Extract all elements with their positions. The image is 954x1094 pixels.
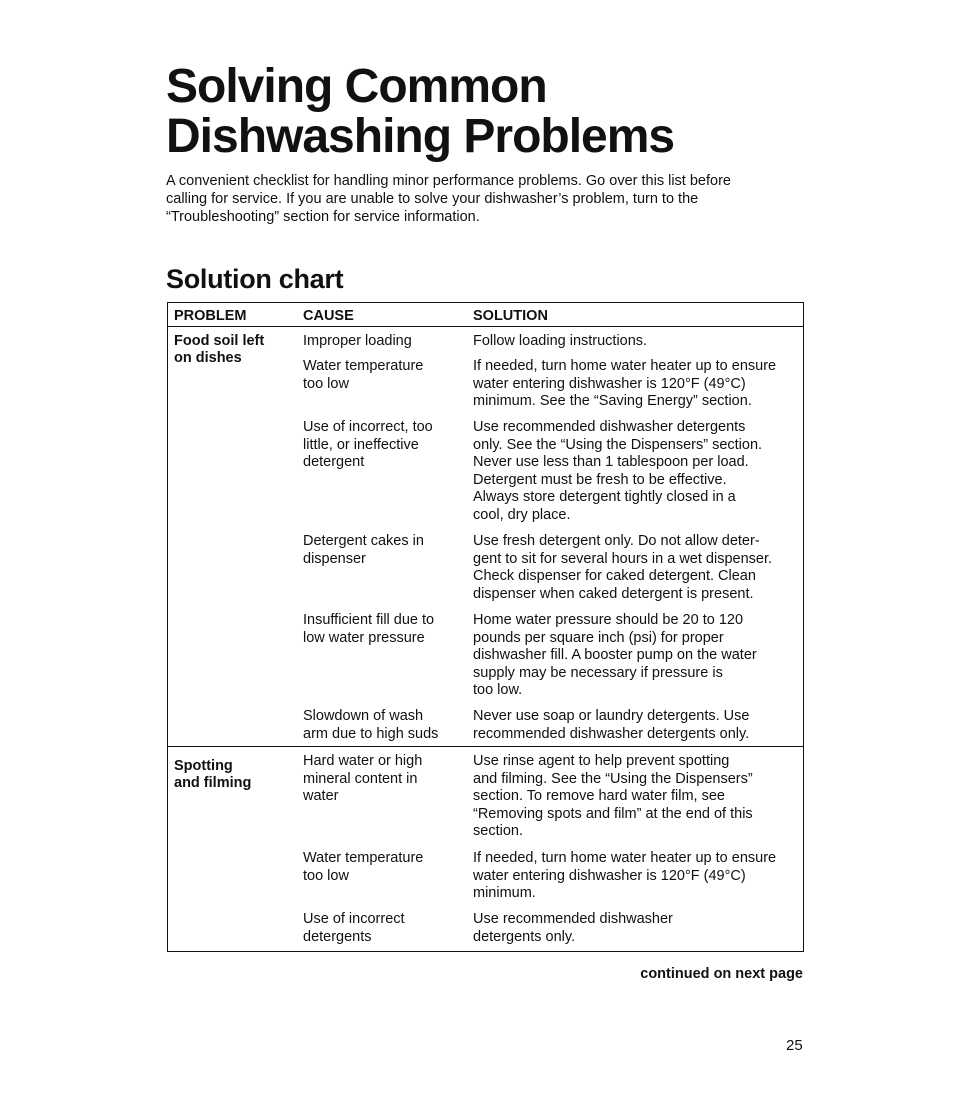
cause-line: too low (303, 867, 349, 884)
solution-line: Follow loading instructions. (473, 333, 648, 349)
cause-line: mineral content in (303, 770, 418, 787)
cause-cell (303, 333, 463, 351)
solution-cell (473, 612, 803, 700)
solution-line: If needed, turn home water heater up to ensure (473, 358, 777, 374)
solution-line: water entering dishwasher is 120°F (49°C) (473, 867, 746, 884)
cause-cell (303, 850, 463, 885)
cause-line: little, or ineffective (303, 436, 419, 453)
solution-line: recommended dishwasher detergents only. (473, 725, 750, 742)
solution-line: dispenser when caked detergent is present. (473, 585, 754, 602)
solution-line: If needed, turn home water heater up to ensure (473, 850, 777, 866)
intro-line: calling for service. If you are unable to solve your dishwasher’s problem, turn to the (166, 191, 699, 207)
page-title (166, 62, 674, 162)
cause-line: dispenser (303, 550, 366, 567)
intro-paragraph (166, 172, 806, 226)
problem-label-line: on dishes (174, 350, 242, 366)
solution-line: minimum. See the “Saving Energy” section. (473, 393, 752, 409)
cause-line: Slowdown of wash (303, 708, 424, 724)
cause-cell (303, 911, 463, 946)
cause-line: low water pressure (303, 629, 425, 646)
cause-cell (303, 708, 463, 743)
solution-cell (473, 708, 803, 743)
section-title: Solution chart (166, 264, 344, 294)
solution-line: gent to sit for several hours in a wet dispenser. (473, 550, 773, 567)
solution-line: water entering dishwasher is 120°F (49°C) (473, 375, 746, 392)
solution-line: too low. (473, 682, 523, 698)
header-problem: PROBLEM (174, 308, 247, 324)
cause-cell (303, 419, 463, 472)
cause-line: Improper loading (303, 333, 412, 349)
cause-line: Detergent cakes in (303, 533, 424, 549)
cause-line: Water temperature (303, 850, 424, 866)
solution-line: pounds per square inch (psi) for proper (473, 629, 724, 646)
solution-line: detergents only. (473, 928, 576, 945)
solution-line: Use rinse agent to help prevent spotting (473, 753, 730, 769)
cause-line: Water temperature (303, 358, 424, 374)
cause-cell (303, 358, 463, 393)
cause-cell (303, 612, 463, 647)
header-cause: CAUSE (303, 308, 354, 324)
header-solution: SOLUTION (473, 308, 548, 324)
cause-cell (303, 753, 463, 806)
solution-line: and filming. See the “Using the Dispensers” (473, 770, 753, 787)
solution-line: Check dispenser for caked detergent. Clean (473, 568, 756, 584)
solution-line: “Removing spots and film” at the end of this (473, 805, 753, 822)
header-divider (168, 326, 803, 327)
solution-line: Never use soap or laundry detergents. Use (473, 708, 750, 724)
solution-cell (473, 850, 803, 903)
solution-cell (473, 533, 803, 603)
solution-line: Use recommended dishwasher detergents (473, 419, 746, 435)
solution-line: section. (473, 823, 523, 839)
solution-cell (473, 358, 803, 411)
cause-line: Insufficient fill due to (303, 612, 435, 628)
row-divider (168, 746, 803, 747)
solution-cell (473, 911, 803, 946)
solution-line: Home water pressure should be 20 to 120 (473, 612, 744, 628)
intro-line: A convenient checklist for handling minor performance problems. Go over this list before (166, 173, 731, 189)
solution-line: supply may be necessary if pressure is (473, 664, 723, 681)
cause-line: detergents (303, 928, 372, 945)
solution-chart-table (167, 302, 804, 952)
problem-label-line: Spotting (174, 758, 233, 774)
solution-cell (473, 753, 803, 841)
solution-line: cool, dry place. (473, 506, 571, 523)
solution-line: Use recommended dishwasher (473, 911, 673, 927)
problem-label-line: Food soil left (174, 333, 265, 349)
cause-line: detergent (303, 454, 365, 470)
problem-label (174, 758, 251, 792)
solution-line: Always store detergent tightly closed in a (473, 489, 736, 505)
cause-line: too low (303, 375, 349, 392)
title-line-1: Solving Common (166, 60, 547, 113)
cause-cell (303, 533, 463, 568)
cause-line: water (303, 788, 339, 804)
solution-line: dishwasher fill. A booster pump on the water (473, 647, 757, 663)
solution-line: Never use less than 1 tablespoon per load. (473, 454, 749, 470)
intro-line: “Troubleshooting” section for service information. (166, 209, 480, 225)
problem-label-line: and filming (174, 775, 252, 791)
solution-line: Use fresh detergent only. Do not allow deter- (473, 533, 760, 549)
solution-line: Detergent must be fresh to be effective. (473, 471, 727, 488)
cause-line: Hard water or high (303, 753, 423, 769)
cause-line: arm due to high suds (303, 725, 439, 742)
title-line-2: Dishwashing Problems (166, 110, 675, 163)
solution-line: only. See the “Using the Dispensers” section. (473, 436, 763, 453)
continued-note: continued on next page (640, 966, 803, 982)
problem-label (174, 333, 264, 367)
cause-line: Use of incorrect, too (303, 419, 433, 435)
solution-line: minimum. (473, 885, 536, 901)
solution-line: section. To remove hard water film, see (473, 788, 725, 804)
page-number: 25 (786, 1037, 803, 1054)
solution-cell (473, 419, 803, 524)
cause-line: Use of incorrect (303, 911, 405, 927)
solution-cell (473, 333, 803, 351)
